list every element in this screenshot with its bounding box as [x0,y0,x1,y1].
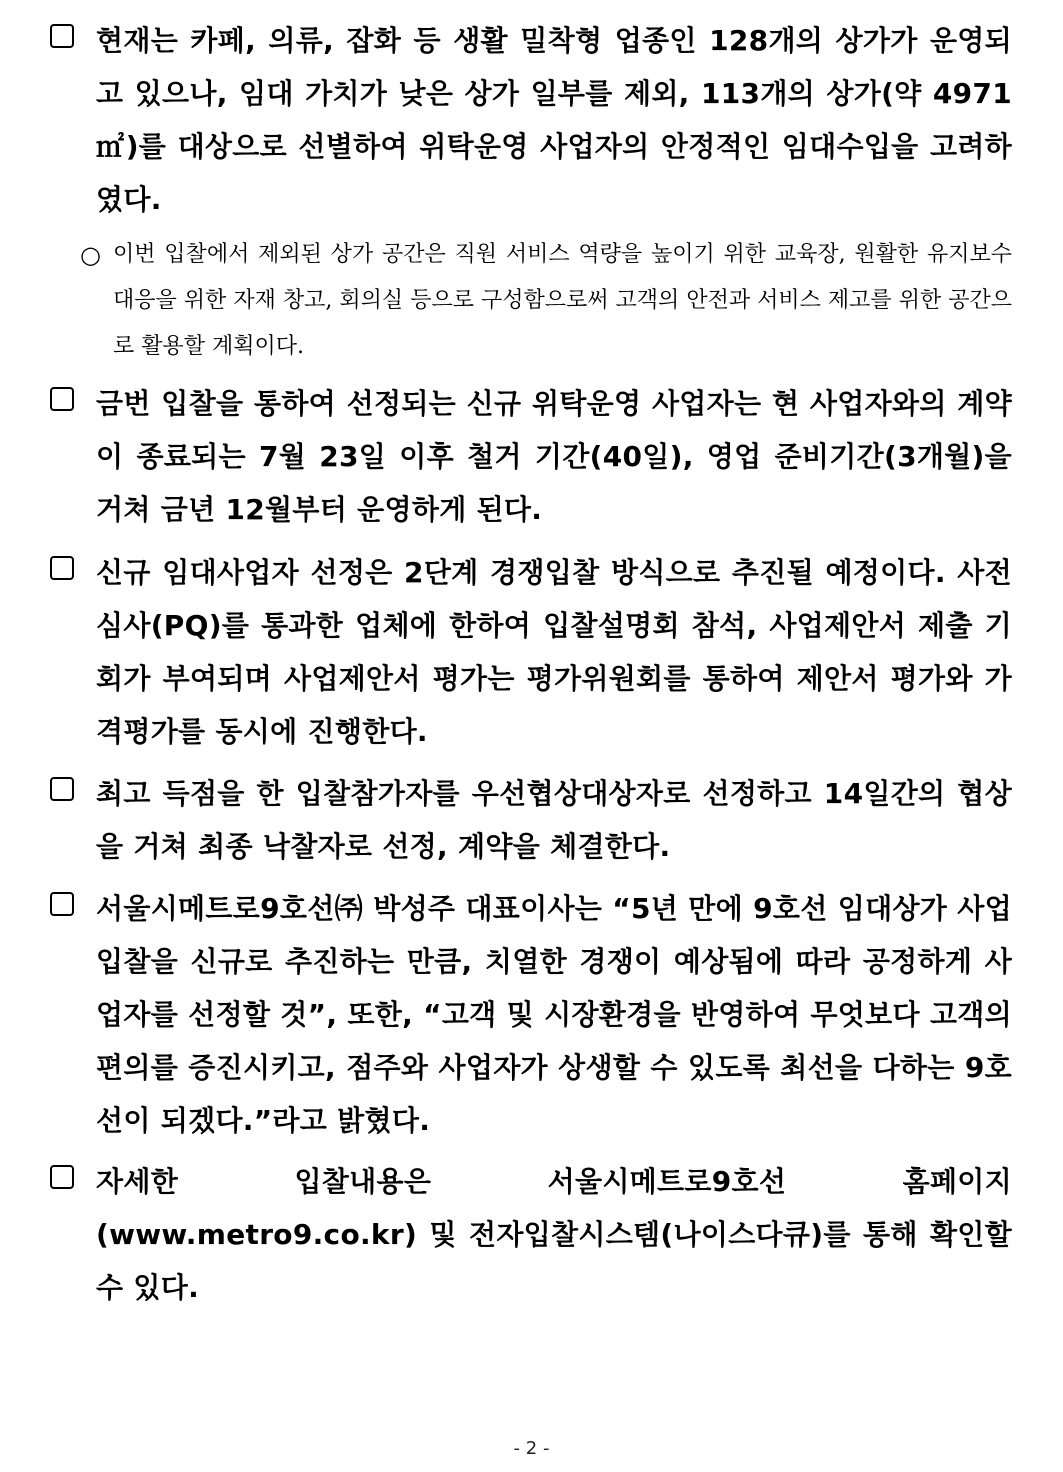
paragraph-text: 최고 득점을 한 입찰참가자를 우선협상대상자로 선정하고 14일간의 협상을 거쳐 최종 낙찰자로 선정, 계약을 체결한다. [96,777,1012,863]
checkbox-bullet-icon [50,1165,74,1189]
checkbox-bullet-icon [50,556,74,580]
sub-item-text: 이번 입찰에서 제외된 상가 공간은 직원 서비스 역량을 높이기 위한 교육장, 원활한 유지보수 대응을 위한 자재 창고, 회의실 등으로 구성함으로써 고객의 안전과 서비스 제고를 위한 공간으로 활용할 계획이다. [113,242,1012,359]
checkbox-bullet-icon [50,892,74,916]
paragraph-2 [50,377,1012,536]
paragraph-text: 금번 입찰을 통하여 선정되는 신규 위탁운영 사업자는 현 사업자와의 계약이 종료되는 7월 23일 이후 철거 기간(40일), 영업 준비기간(3개월)을 거쳐 금년 12월부터 운영하게 된다. [96,387,1012,526]
paragraph-text: 신규 임대사업자 선정은 2단계 경쟁입찰 방식으로 추진될 예정이다. 사전심사(PQ)를 통과한 업체에 한하여 입찰설명회 참석, 사업제안서 제출 기회가 부여되며 사업제안서 평가는 평가위원회를 통하여 제안서 평가와 가격평가를 동시에 진행한다. [96,556,1012,748]
paragraph-3 [50,546,1012,758]
sub-item [80,232,1012,370]
paragraph-5 [50,882,1012,1147]
paragraph-4 [50,767,1012,873]
paragraph-text: 서울시메트로9호선㈜ 박성주 대표이사는 “5년 만에 9호선 임대상가 사업 입찰을 신규로 추진하는 만큼, 치열한 경쟁이 예상됨에 따라 공정하게 사업자를 선정할 것”, 또한, “고객 및 시장환경을 반영하여 무엇보다 고객의 편의를 증진시키고, 점주와 사업자가 상생할 수 있도록 최선을 다하는 9호선이 되겠다.”라고 밝혔다. [96,892,1012,1137]
checkbox-bullet-icon [50,387,74,411]
paragraph-text: 자세한 입찰내용은 서울시메트로9호선 홈페이지(www.metro9.co.kr) 및 전자입찰시스템(나이스다큐)를 통해 확인할 수 있다. [96,1165,1012,1304]
checkbox-bullet-icon [50,777,74,801]
page-number: - 2 - [513,1438,550,1459]
paragraph-1 [50,14,1012,226]
paragraph-6 [50,1155,1012,1314]
paragraph-text: 현재는 카페, 의류, 잡화 등 생활 밀착형 업종인 128개의 상가가 운영되고 있으나, 임대 가치가 낮은 상가 일부를 제외, 113개의 상가(약 4971㎡)를 대상으로 선별하여 위탁운영 사업자의 안정적인 임대수입을 고려하였다. [96,24,1012,216]
checkbox-bullet-icon [50,24,74,48]
circle-bullet-icon: ○ [80,241,101,269]
